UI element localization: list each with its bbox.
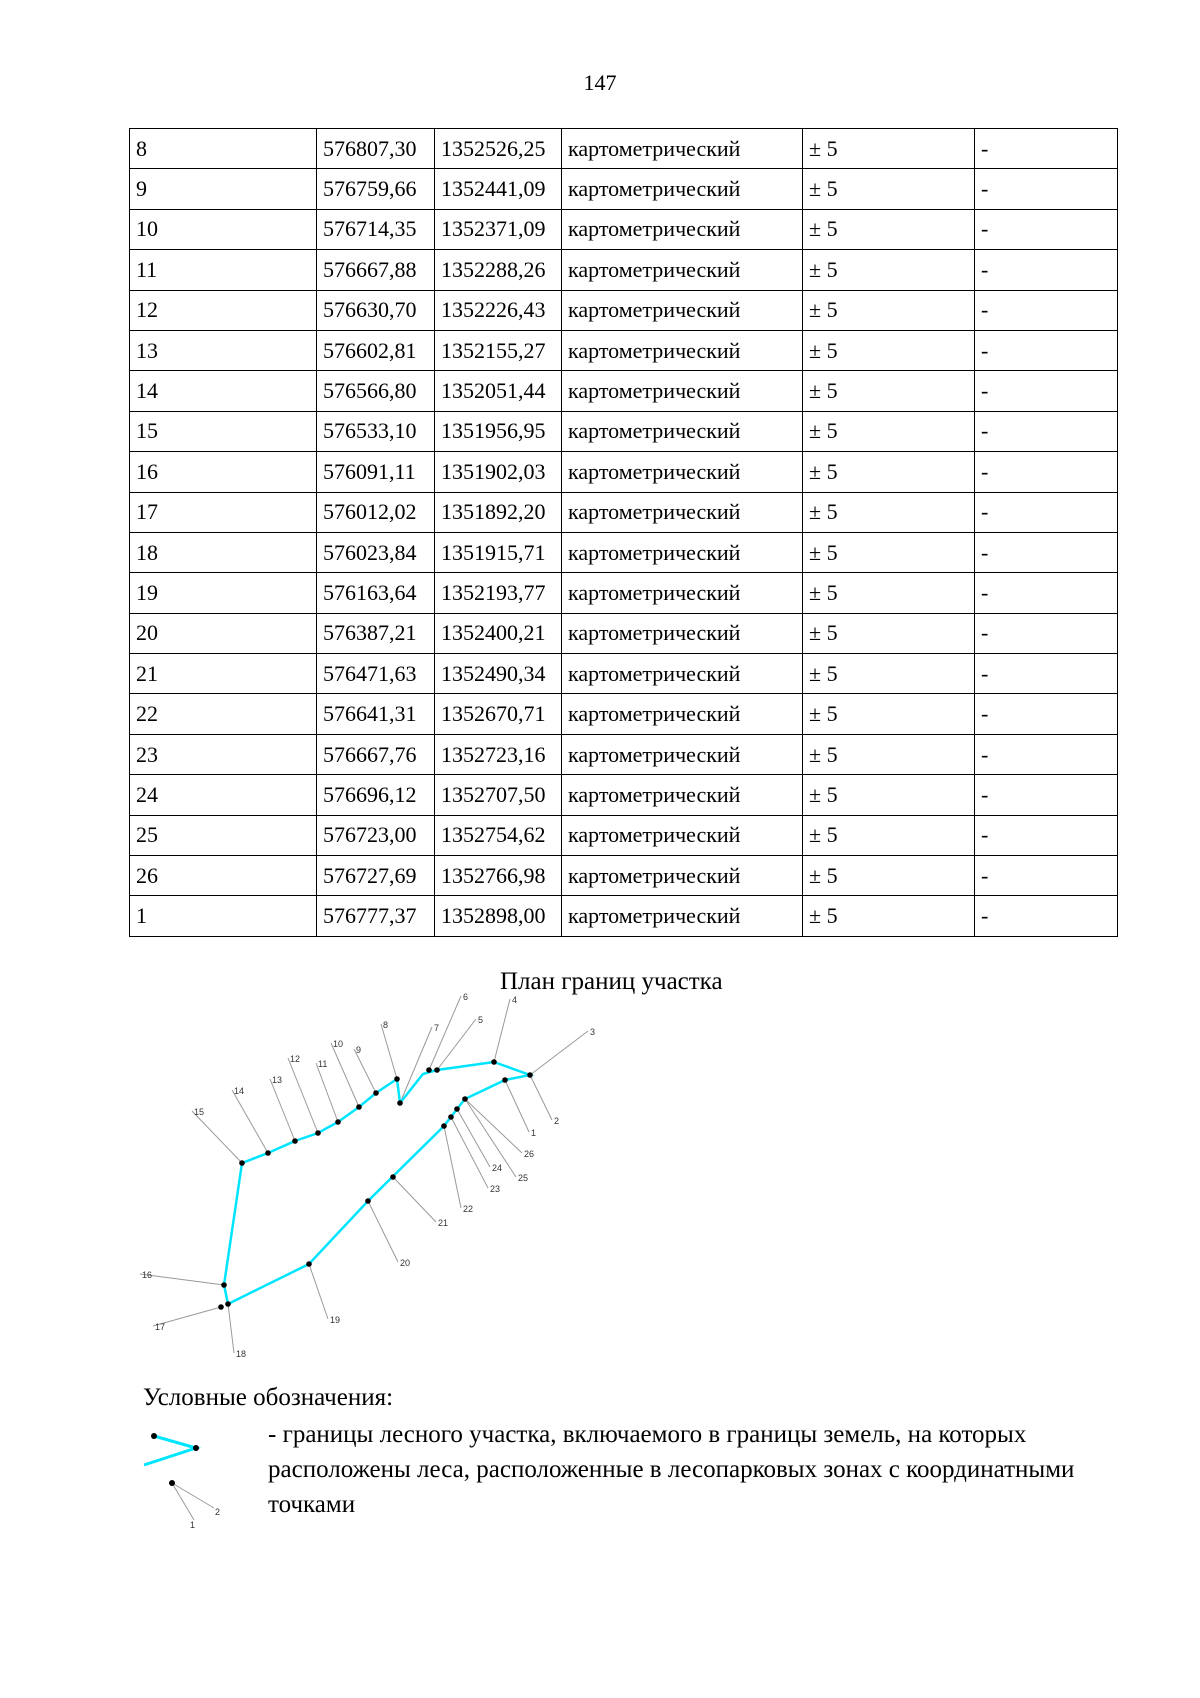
- boundary-vertex: [502, 1077, 508, 1083]
- y-coordinate-cell: 1352707,50: [435, 775, 562, 815]
- boundary-vertex: [373, 1090, 379, 1096]
- boundary-vertex: [434, 1067, 440, 1073]
- y-coordinate-cell: 1352226,43: [435, 290, 562, 330]
- legend-label-2: 2: [215, 1507, 221, 1517]
- y-coordinate-cell: 1351915,71: [435, 532, 562, 572]
- y-coordinate-cell: 1351902,03: [435, 452, 562, 492]
- leader-line-13: [270, 1079, 295, 1141]
- note-cell: -: [975, 815, 1118, 855]
- leader-line-7: [400, 1027, 432, 1103]
- boundary-vertex: [397, 1100, 403, 1106]
- page-number: 147: [583, 70, 617, 95]
- leader-line-19: [309, 1264, 328, 1319]
- boundary-vertex: [426, 1067, 432, 1073]
- x-coordinate-cell: 576012,02: [317, 492, 435, 532]
- x-coordinate-cell: 576023,84: [317, 532, 435, 572]
- y-coordinate-cell: 1352766,98: [435, 856, 562, 896]
- point-number-cell: 21: [130, 654, 317, 694]
- method-cell: картометрический: [562, 452, 803, 492]
- point-label-19: 19: [330, 1315, 341, 1325]
- method-cell: картометрический: [562, 250, 803, 290]
- point-label-11: 11: [318, 1059, 328, 1069]
- accuracy-cell: ± 5: [803, 371, 975, 411]
- point-label-9: 9: [356, 1045, 362, 1055]
- y-coordinate-cell: 1352898,00: [435, 896, 562, 936]
- note-cell: -: [975, 209, 1118, 249]
- leader-line-2: [530, 1075, 552, 1120]
- y-coordinate-cell: 1352400,21: [435, 613, 562, 653]
- boundary-vertex: [390, 1174, 396, 1180]
- x-coordinate-cell: 576759,66: [317, 169, 435, 209]
- point-label-6: 6: [463, 992, 469, 1002]
- accuracy-cell: ± 5: [803, 209, 975, 249]
- boundary-vertex: [265, 1150, 271, 1156]
- point-label-8: 8: [383, 1020, 389, 1030]
- accuracy-cell: ± 5: [803, 654, 975, 694]
- point-label-18: 18: [236, 1349, 247, 1359]
- accuracy-cell: ± 5: [803, 573, 975, 613]
- accuracy-cell: ± 5: [803, 452, 975, 492]
- accuracy-cell: ± 5: [803, 734, 975, 774]
- leader-line-1: [505, 1080, 529, 1132]
- boundary-vertex: [225, 1301, 231, 1307]
- note-cell: -: [975, 856, 1118, 896]
- accuracy-cell: ± 5: [803, 775, 975, 815]
- accuracy-cell: ± 5: [803, 250, 975, 290]
- note-cell: -: [975, 654, 1118, 694]
- boundary-vertex: [356, 1104, 362, 1110]
- legend-title: Условные обозначения:: [143, 1384, 394, 1411]
- x-coordinate-cell: 576602,81: [317, 330, 435, 370]
- x-coordinate-cell: 576641,31: [317, 694, 435, 734]
- note-cell: -: [975, 169, 1118, 209]
- note-cell: -: [975, 694, 1118, 734]
- boundary-vertex: [365, 1198, 371, 1204]
- boundary-vertex: [335, 1119, 341, 1125]
- y-coordinate-cell: 1351892,20: [435, 492, 562, 532]
- note-cell: -: [975, 532, 1118, 572]
- boundary-vertex: [315, 1130, 321, 1136]
- note-cell: -: [975, 371, 1118, 411]
- point-label-5: 5: [478, 1015, 484, 1025]
- x-coordinate-cell: 576387,21: [317, 613, 435, 653]
- accuracy-cell: ± 5: [803, 815, 975, 855]
- point-number-cell: 15: [130, 411, 317, 451]
- x-coordinate-cell: 576566,80: [317, 371, 435, 411]
- x-coordinate-cell: 576163,64: [317, 573, 435, 613]
- x-coordinate-cell: 576533,10: [317, 411, 435, 451]
- leader-line-11: [316, 1063, 338, 1122]
- method-cell: картометрический: [562, 532, 803, 572]
- plan-title: План границ участка: [500, 968, 723, 995]
- parcel-boundary: [224, 1062, 530, 1304]
- method-cell: картометрический: [562, 775, 803, 815]
- point-label-10: 10: [333, 1039, 344, 1049]
- y-coordinate-cell: 1351956,95: [435, 411, 562, 451]
- leader-line-16: [140, 1274, 224, 1285]
- note-cell: -: [975, 129, 1118, 169]
- y-coordinate-cell: 1352490,34: [435, 654, 562, 694]
- point-number-cell: 12: [130, 290, 317, 330]
- y-coordinate-cell: 1352526,25: [435, 129, 562, 169]
- note-cell: -: [975, 290, 1118, 330]
- boundary-vertex: [221, 1282, 227, 1288]
- note-cell: -: [975, 492, 1118, 532]
- leader-line-23: [451, 1117, 488, 1188]
- x-coordinate-cell: 576630,70: [317, 290, 435, 330]
- point-label-20: 20: [400, 1258, 411, 1268]
- point-label-22: 22: [463, 1204, 474, 1214]
- x-coordinate-cell: 576696,12: [317, 775, 435, 815]
- note-cell: -: [975, 452, 1118, 492]
- point-label-3: 3: [590, 1027, 596, 1037]
- method-cell: картометрический: [562, 734, 803, 774]
- boundary-vertex: [527, 1072, 533, 1078]
- boundary-vertex: [491, 1059, 497, 1065]
- boundary-vertex: [292, 1138, 298, 1144]
- accuracy-cell: ± 5: [803, 411, 975, 451]
- point-number-cell: 14: [130, 371, 317, 411]
- boundary-vertex: [448, 1114, 454, 1120]
- boundary-vertex: [306, 1261, 312, 1267]
- y-coordinate-cell: 1352051,44: [435, 371, 562, 411]
- point-number-cell: 22: [130, 694, 317, 734]
- point-number-cell: 10: [130, 209, 317, 249]
- method-cell: картометрический: [562, 896, 803, 936]
- method-cell: картометрический: [562, 815, 803, 855]
- point-label-17: 17: [155, 1322, 166, 1332]
- legend-boundary-line: [144, 1436, 196, 1465]
- method-cell: картометрический: [562, 856, 803, 896]
- point-label-1: 1: [531, 1128, 537, 1138]
- note-cell: -: [975, 734, 1118, 774]
- accuracy-cell: ± 5: [803, 856, 975, 896]
- point-label-16: 16: [142, 1270, 153, 1280]
- note-cell: -: [975, 250, 1118, 290]
- method-cell: картометрический: [562, 613, 803, 653]
- point-label-25: 25: [518, 1173, 529, 1183]
- leader-line-25: [465, 1099, 516, 1177]
- method-cell: картометрический: [562, 654, 803, 694]
- x-coordinate-cell: 576714,35: [317, 209, 435, 249]
- note-cell: -: [975, 613, 1118, 653]
- boundary-vertex: [441, 1123, 447, 1129]
- leader-line-10: [331, 1043, 362, 1107]
- leader-line-4: [494, 999, 510, 1062]
- point-label-24: 24: [492, 1163, 503, 1173]
- point-number-cell: 26: [130, 856, 317, 896]
- accuracy-cell: ± 5: [803, 492, 975, 532]
- y-coordinate-cell: 1352193,77: [435, 573, 562, 613]
- leader-line-18: [228, 1304, 234, 1353]
- y-coordinate-cell: 1352371,09: [435, 209, 562, 249]
- legend-label-1: 1: [190, 1520, 196, 1530]
- x-coordinate-cell: 576807,30: [317, 129, 435, 169]
- legend-description: - границы лесного участка, включаемого в границы земель, на которых расположены леса, расположенные в лесопарковых зонах с координатными точками: [268, 1421, 1075, 1518]
- point-number-cell: 18: [130, 532, 317, 572]
- method-cell: картометрический: [562, 694, 803, 734]
- x-coordinate-cell: 576667,76: [317, 734, 435, 774]
- accuracy-cell: ± 5: [803, 694, 975, 734]
- x-coordinate-cell: 576727,69: [317, 856, 435, 896]
- accuracy-cell: ± 5: [803, 290, 975, 330]
- accuracy-cell: ± 5: [803, 129, 975, 169]
- leader-line-3: [530, 1031, 588, 1075]
- method-cell: картометрический: [562, 209, 803, 249]
- method-cell: картометрический: [562, 169, 803, 209]
- accuracy-cell: ± 5: [803, 613, 975, 653]
- point-label-23: 23: [490, 1184, 501, 1194]
- method-cell: картометрический: [562, 573, 803, 613]
- x-coordinate-cell: 576723,00: [317, 815, 435, 855]
- leader-line-26: [465, 1099, 522, 1153]
- x-coordinate-cell: 576667,88: [317, 250, 435, 290]
- method-cell: картометрический: [562, 371, 803, 411]
- method-cell: картометрический: [562, 330, 803, 370]
- accuracy-cell: ± 5: [803, 330, 975, 370]
- point-label-4: 4: [512, 995, 518, 1005]
- point-number-cell: 13: [130, 330, 317, 370]
- point-label-21: 21: [438, 1218, 449, 1228]
- boundary-legend-icon: [130, 1420, 240, 1530]
- leader-line-14: [232, 1090, 268, 1153]
- note-cell: -: [975, 330, 1118, 370]
- accuracy-cell: ± 5: [803, 896, 975, 936]
- leader-line-15: [192, 1111, 242, 1163]
- point-number-cell: 25: [130, 815, 317, 855]
- leader-line-22: [444, 1126, 461, 1208]
- accuracy-cell: ± 5: [803, 532, 975, 572]
- note-cell: -: [975, 775, 1118, 815]
- method-cell: картометрический: [562, 411, 803, 451]
- point-number-cell: 23: [130, 734, 317, 774]
- y-coordinate-cell: 1352670,71: [435, 694, 562, 734]
- leader-line-20: [368, 1201, 398, 1262]
- method-cell: картометрический: [562, 290, 803, 330]
- x-coordinate-cell: 576777,37: [317, 896, 435, 936]
- point-number-cell: 19: [130, 573, 317, 613]
- point-number-cell: 9: [130, 169, 317, 209]
- point-label-13: 13: [272, 1075, 283, 1085]
- boundary-vertex: [394, 1076, 400, 1082]
- leader-line-12: [288, 1058, 318, 1133]
- note-cell: -: [975, 573, 1118, 613]
- point-number-cell: 17: [130, 492, 317, 532]
- boundary-vertex: [454, 1106, 460, 1112]
- point-number-cell: 20: [130, 613, 317, 653]
- point-number-cell: 11: [130, 250, 317, 290]
- point-number-cell: 16: [130, 452, 317, 492]
- x-coordinate-cell: 576471,63: [317, 654, 435, 694]
- note-cell: -: [975, 411, 1118, 451]
- leader-line-5: [437, 1019, 476, 1070]
- y-coordinate-cell: 1352723,16: [435, 734, 562, 774]
- y-coordinate-cell: 1352441,09: [435, 169, 562, 209]
- leader-line-9: [354, 1049, 376, 1093]
- x-coordinate-cell: 576091,11: [317, 452, 435, 492]
- y-coordinate-cell: 1352288,26: [435, 250, 562, 290]
- method-cell: картометрический: [562, 129, 803, 169]
- point-label-26: 26: [524, 1149, 535, 1159]
- point-label-12: 12: [290, 1054, 301, 1064]
- boundary-vertex: [462, 1096, 468, 1102]
- point-label-14: 14: [234, 1086, 245, 1096]
- y-coordinate-cell: 1352754,62: [435, 815, 562, 855]
- leader-line-21: [393, 1177, 436, 1222]
- point-number-cell: 8: [130, 129, 317, 169]
- point-label-2: 2: [554, 1116, 560, 1126]
- y-coordinate-cell: 1352155,27: [435, 330, 562, 370]
- point-number-cell: 1: [130, 896, 317, 936]
- boundary-vertex: [239, 1160, 245, 1166]
- point-label-15: 15: [194, 1107, 205, 1117]
- boundary-vertex: [218, 1304, 224, 1310]
- point-label-7: 7: [434, 1023, 440, 1033]
- method-cell: картометрический: [562, 492, 803, 532]
- leader-line-8: [381, 1024, 397, 1079]
- accuracy-cell: ± 5: [803, 169, 975, 209]
- note-cell: -: [975, 896, 1118, 936]
- point-number-cell: 24: [130, 775, 317, 815]
